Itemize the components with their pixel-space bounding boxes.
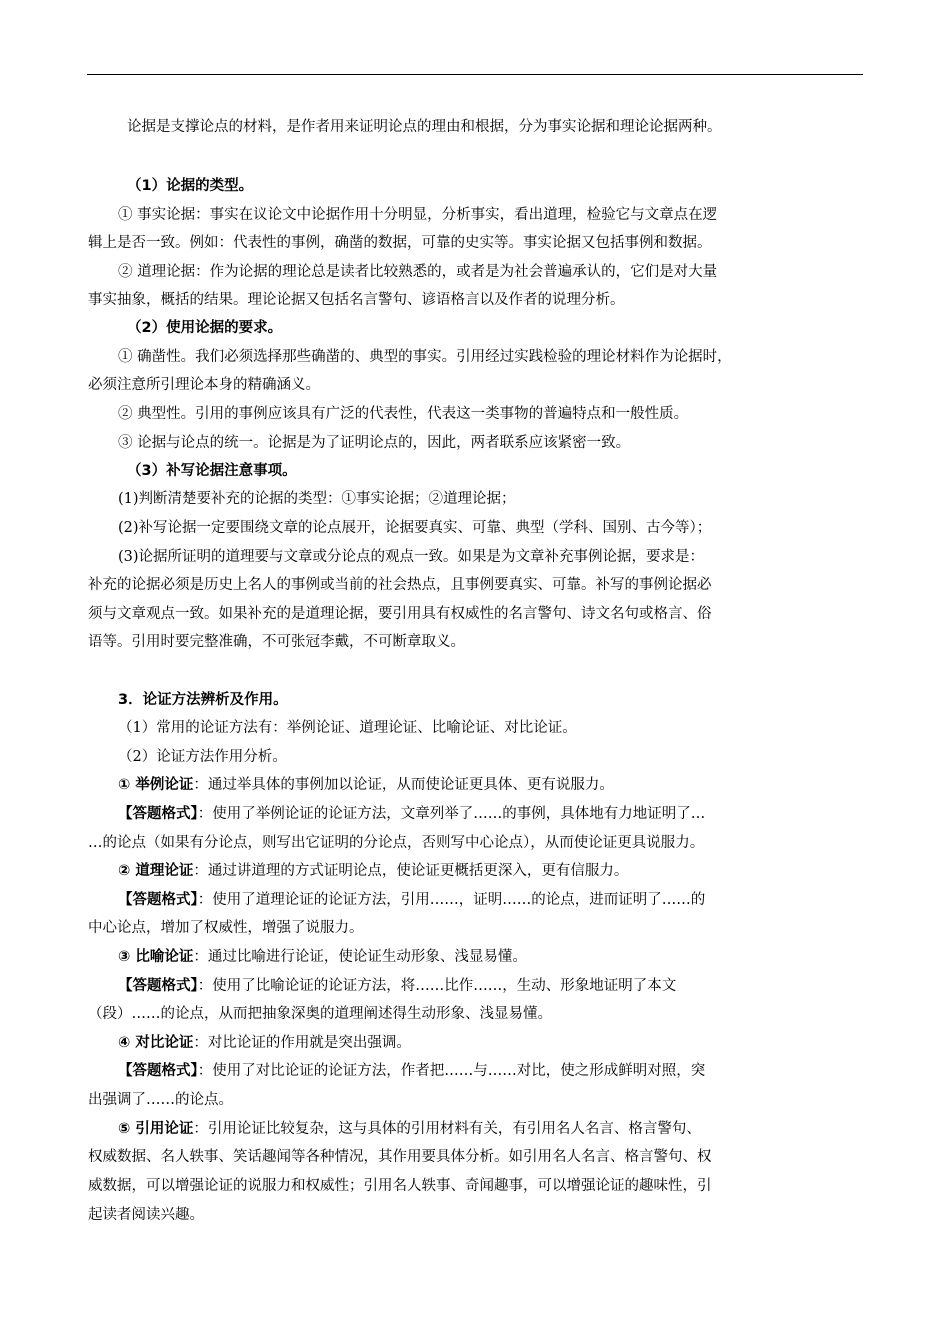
paragraph-line: （段）……的论点，从而把抽象深奥的道理阐述得生动形象、浅显易懂。 xyxy=(88,1006,552,1022)
paragraph-line: ② 典型性。引用的事例应该具有广泛的代表性，代表这一类事物的普遍特点和一般性质。 xyxy=(118,406,689,422)
paragraph-line: 辑上是否一致。例如：代表性的事例，确凿的数据，可靠的史实等。事实论据又包括事例和数据。 xyxy=(88,235,712,251)
answer-format xyxy=(118,1061,705,1081)
paragraph-line: 中心论点，增加了权威性，增强了说服力。 xyxy=(88,920,364,936)
method-label: ⑤ 引用论证 xyxy=(118,1121,194,1137)
answer-format-label: 【答题格式】 xyxy=(118,977,198,994)
paragraph-line: 威数据，可以增强论证的说服力和权威性；引用名人轶事、奇闻趣事，可以增强论证的趣味性，引 xyxy=(88,1178,712,1194)
paragraph-line: （2）论证方法作用分析。 xyxy=(118,749,287,765)
paragraph-line: 出强调了……的论点。 xyxy=(88,1092,233,1108)
section-heading-types: （1）论据的类型。 xyxy=(127,178,254,194)
paragraph-line: …的论点（如果有分论点，则写出它证明的分论点，否则写中心论点），从而使论证更具说服力。 xyxy=(88,835,705,851)
method-quotation xyxy=(118,1119,701,1139)
answer-format-text: ：使用了比喻论证的论证方法，将……比作……，生动、形象地证明了本文 xyxy=(197,978,677,994)
method-example xyxy=(118,775,614,795)
method-description: ：通过比喻进行论证，使论证生动形象、浅显易懂。 xyxy=(193,949,527,965)
method-description: ：通过举具体的事例加以论证，从而使论证更具体、更有说服力。 xyxy=(193,777,614,793)
method-label: ③ 比喻论证 xyxy=(118,949,194,965)
header-rule xyxy=(87,74,863,75)
paragraph-line: ① 事实论据：事实在议论文中论据作用十分明显，分析事实，看出道理，检验它与文章点在逻 xyxy=(118,207,718,223)
method-description: ：通过讲道理的方式证明论点，使论证更概括更深入，更有信服力。 xyxy=(193,863,629,879)
paragraph-line: 起读者阅读兴趣。 xyxy=(88,1207,204,1223)
method-contrast xyxy=(118,1033,411,1053)
intro-paragraph: 论据是支撑论点的材料，是作者用来证明论点的理由和根据，分为事实论据和理论论据两种。 xyxy=(127,119,722,135)
method-description: ：引用论证比较复杂，这与具体的引用材料有关，有引用名人名言、格言警句、 xyxy=(193,1121,701,1137)
paragraph-line: ③ 论据与论点的统一。论据是为了证明论点的，因此，两者联系应该紧密一致。 xyxy=(118,435,631,451)
paragraph-line: 补充的论据必须是历史上名人的事例或当前的社会热点，且事例要真实、可靠。补写的事例论据必 xyxy=(88,577,712,593)
method-reasoning xyxy=(118,861,628,881)
method-label: ④ 对比论证 xyxy=(118,1035,194,1051)
answer-format-text: ：使用了道理论证的论证方法，引用……，证明……的论点，进而证明了……的 xyxy=(197,892,706,908)
paragraph-line: （1）常用的论证方法有：举例论证、道理论证、比喻论证、对比论证。 xyxy=(118,720,577,736)
paragraph-line: 权威数据、名人轶事、笑话趣闻等各种情况，其作用要具体分析。如引用名人名言、格言警句、权 xyxy=(88,1149,712,1165)
section-heading-requirements: （2）使用论据的要求。 xyxy=(127,320,283,336)
section-heading-methods: 3．论证方法辨析及作用。 xyxy=(118,692,288,708)
answer-format-text: ：使用了对比论证的论证方法，作者把……与……对比，使之形成鲜明对照，突 xyxy=(197,1063,706,1079)
answer-format-label: 【答题格式】 xyxy=(118,1062,198,1079)
answer-format-label: 【答题格式】 xyxy=(118,891,198,908)
method-description: ：对比论证的作用就是突出强调。 xyxy=(193,1035,411,1051)
paragraph-line: 必须注意所引理论本身的精确涵义。 xyxy=(88,377,320,393)
paragraph-line: (1)判断清楚要补充的论据的类型：①事实论据；②道理论据； xyxy=(118,491,516,507)
paragraph-line: 事实抽象，概括的结果。理论论据又包括名言警句、谚语格言以及作者的说理分析。 xyxy=(88,292,625,308)
paragraph-line: 须与文章观点一致。如果补充的是道理论据，要引用具有权威性的名言警句、诗文名句或格言、俗 xyxy=(88,606,712,622)
answer-format xyxy=(118,804,705,824)
answer-format-text: ：使用了举例论证的论证方法，文章列举了……的事例，具体地有力地证明了… xyxy=(197,806,706,822)
method-label: ② 道理论证 xyxy=(118,863,194,879)
paragraph-line: ② 道理论据：作为论据的理论总是读者比较熟悉的，或者是为社会普遍承认的，它们是对大量 xyxy=(118,264,718,280)
method-label: ① 举例论证 xyxy=(118,777,194,793)
paragraph-line: (2)补写论据一定要围绕文章的论点展开，论据要真实、可靠、典型（学科、国别、古今等）； xyxy=(118,520,712,536)
paragraph-line: (3)论据所证明的道理要与文章或分论点的观点一致。如果是为文章补充事例论据，要求是： xyxy=(118,549,705,565)
answer-format-label: 【答题格式】 xyxy=(118,805,198,822)
answer-format xyxy=(118,976,676,996)
section-heading-notes: （3）补写论据注意事项。 xyxy=(127,463,297,479)
method-metaphor xyxy=(118,947,527,967)
answer-format xyxy=(118,890,705,910)
paragraph-line: 语等。引用时要完整准确，不可张冠李戴，不可断章取义。 xyxy=(88,634,465,650)
paragraph-line: ① 确凿性。我们必须选择那些确凿的、典型的事实。引用经过实践检验的理论材料作为论据时， xyxy=(118,349,732,365)
